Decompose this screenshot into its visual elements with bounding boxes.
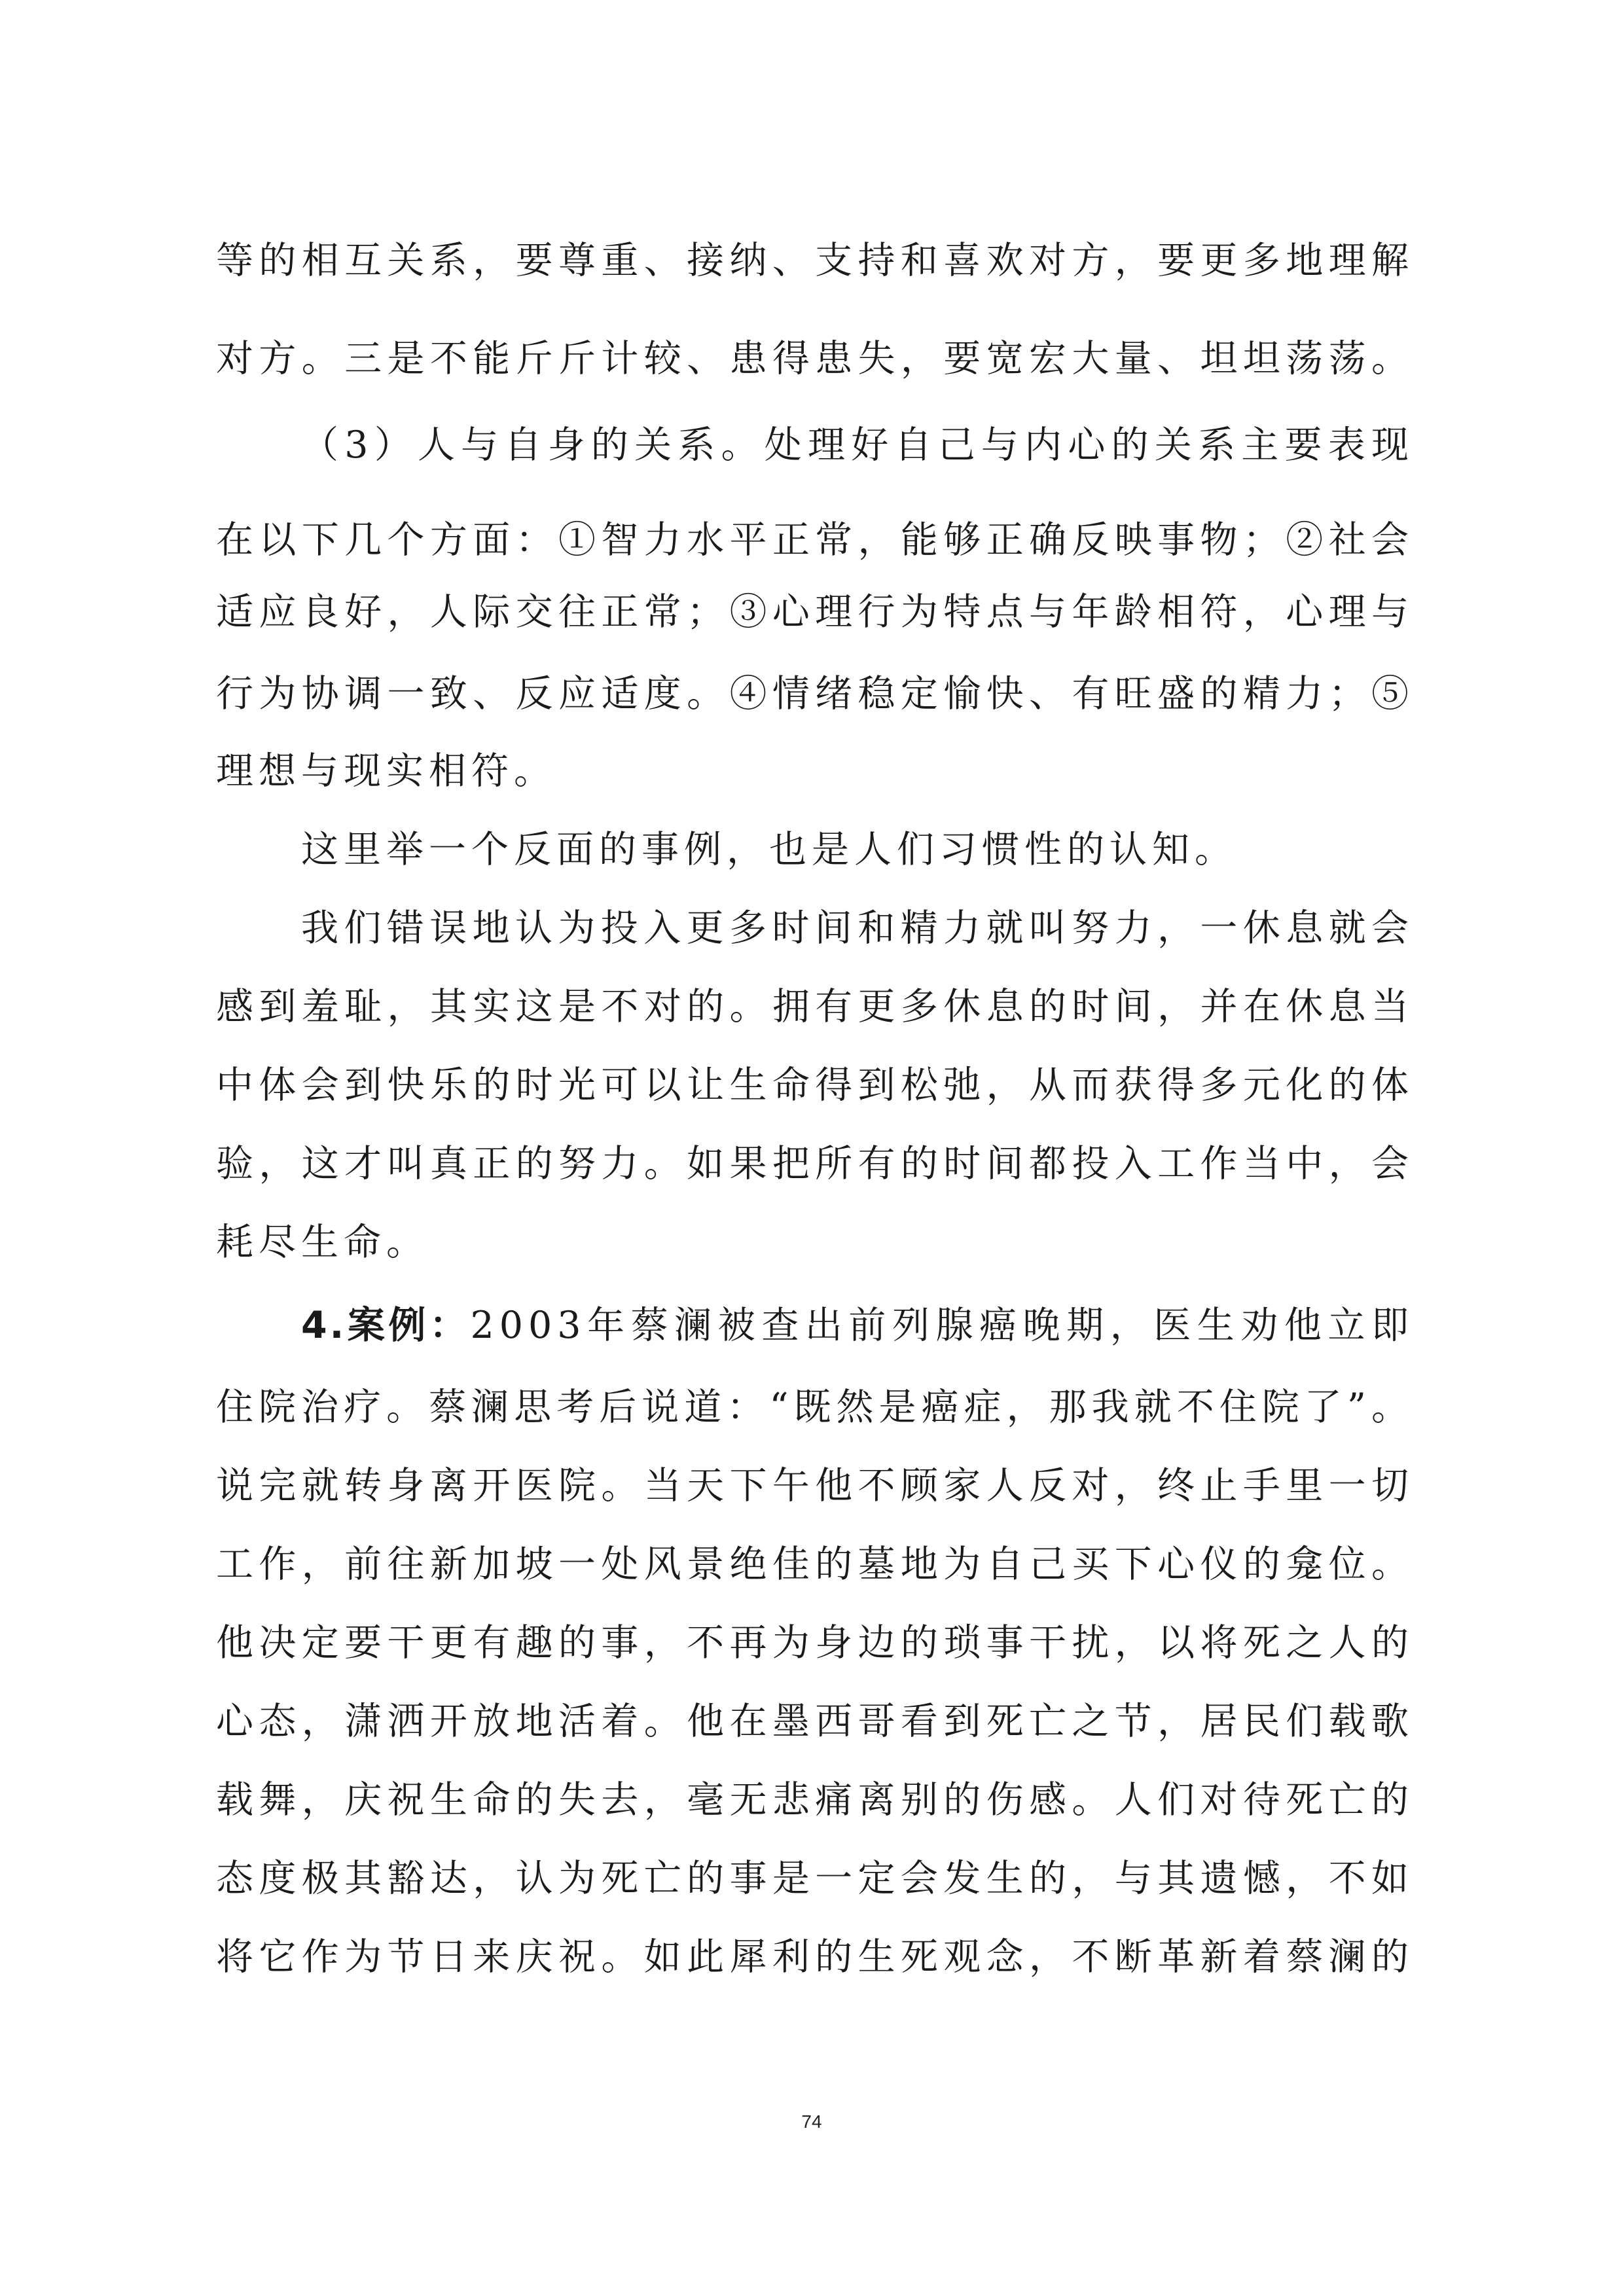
text-line: 说完就转身离开医院。当天下午他不顾家人反对，终止手里一切 bbox=[216, 1464, 1414, 1507]
text-line: 在以下几个方面：①智力水平正常，能够正确反映事物；②社会 bbox=[216, 518, 1414, 562]
case-heading: 4.案例： bbox=[301, 1304, 471, 1347]
text-line: 将它作为节日来庆祝。如此犀利的生死观念，不断革新着蔡澜的 bbox=[216, 1935, 1414, 1979]
text-line: （3）人与自身的关系。处理好自己与内心的关系主要表现 bbox=[301, 423, 1414, 467]
text-line: 我们错误地认为投入更多时间和精力就叫努力，一休息就会 bbox=[301, 906, 1414, 950]
text-line: 对方。三是不能斤斤计较、患得患失，要宽宏大量、坦坦荡荡。 bbox=[216, 337, 1414, 380]
text-line: 心态，潇洒开放地活着。他在墨西哥看到死亡之节，居民们载歌 bbox=[216, 1700, 1414, 1743]
text-line: 感到羞耻，其实这是不对的。拥有更多休息的时间，并在休息当 bbox=[216, 985, 1414, 1028]
text-line: 耗尽生命。 bbox=[216, 1221, 429, 1264]
text-line: 2003年蔡澜被查出前列腺癌晚期，医生劝他立即 bbox=[470, 1304, 1414, 1347]
text-line: 工作，前往新加坡一处风景绝佳的墓地为自己买下心仪的龛位。 bbox=[216, 1543, 1414, 1586]
case-paragraph-start bbox=[216, 1299, 1414, 1352]
text-line: 他决定要干更有趣的事，不再为身边的琐事干扰，以将死之人的 bbox=[216, 1621, 1414, 1664]
text-line: 适应良好，人际交往正常；③心理行为特点与年龄相符，心理与 bbox=[216, 590, 1414, 634]
text-line: 载舞，庆祝生命的失去，毫无悲痛离别的伤感。人们对待死亡的 bbox=[216, 1778, 1414, 1821]
text-line: 行为协调一致、反应适度。④情绪稳定愉快、有旺盛的精力；⑤ bbox=[216, 672, 1414, 715]
text-line: 等的相互关系，要尊重、接纳、支持和喜欢对方，要更多地理解 bbox=[216, 239, 1414, 282]
text-line: 理想与现实相符。 bbox=[216, 749, 556, 793]
text-line: 中体会到快乐的时光可以让生命得到松弛，从而获得多元化的体 bbox=[216, 1064, 1414, 1107]
text-line: 这里举一个反面的事例，也是人们习惯性的认知。 bbox=[301, 828, 1237, 871]
page-number: 74 bbox=[801, 2111, 822, 2132]
text-line: 验，这才叫真正的努力。如果把所有的时间都投入工作当中，会 bbox=[216, 1142, 1414, 1185]
text-line: 态度极其豁达，认为死亡的事是一定会发生的，与其遗憾，不如 bbox=[216, 1857, 1414, 1900]
text-line: 住院治疗。蔡澜思考后说道：“既然是癌症，那我就不住院了”。 bbox=[216, 1386, 1414, 1429]
